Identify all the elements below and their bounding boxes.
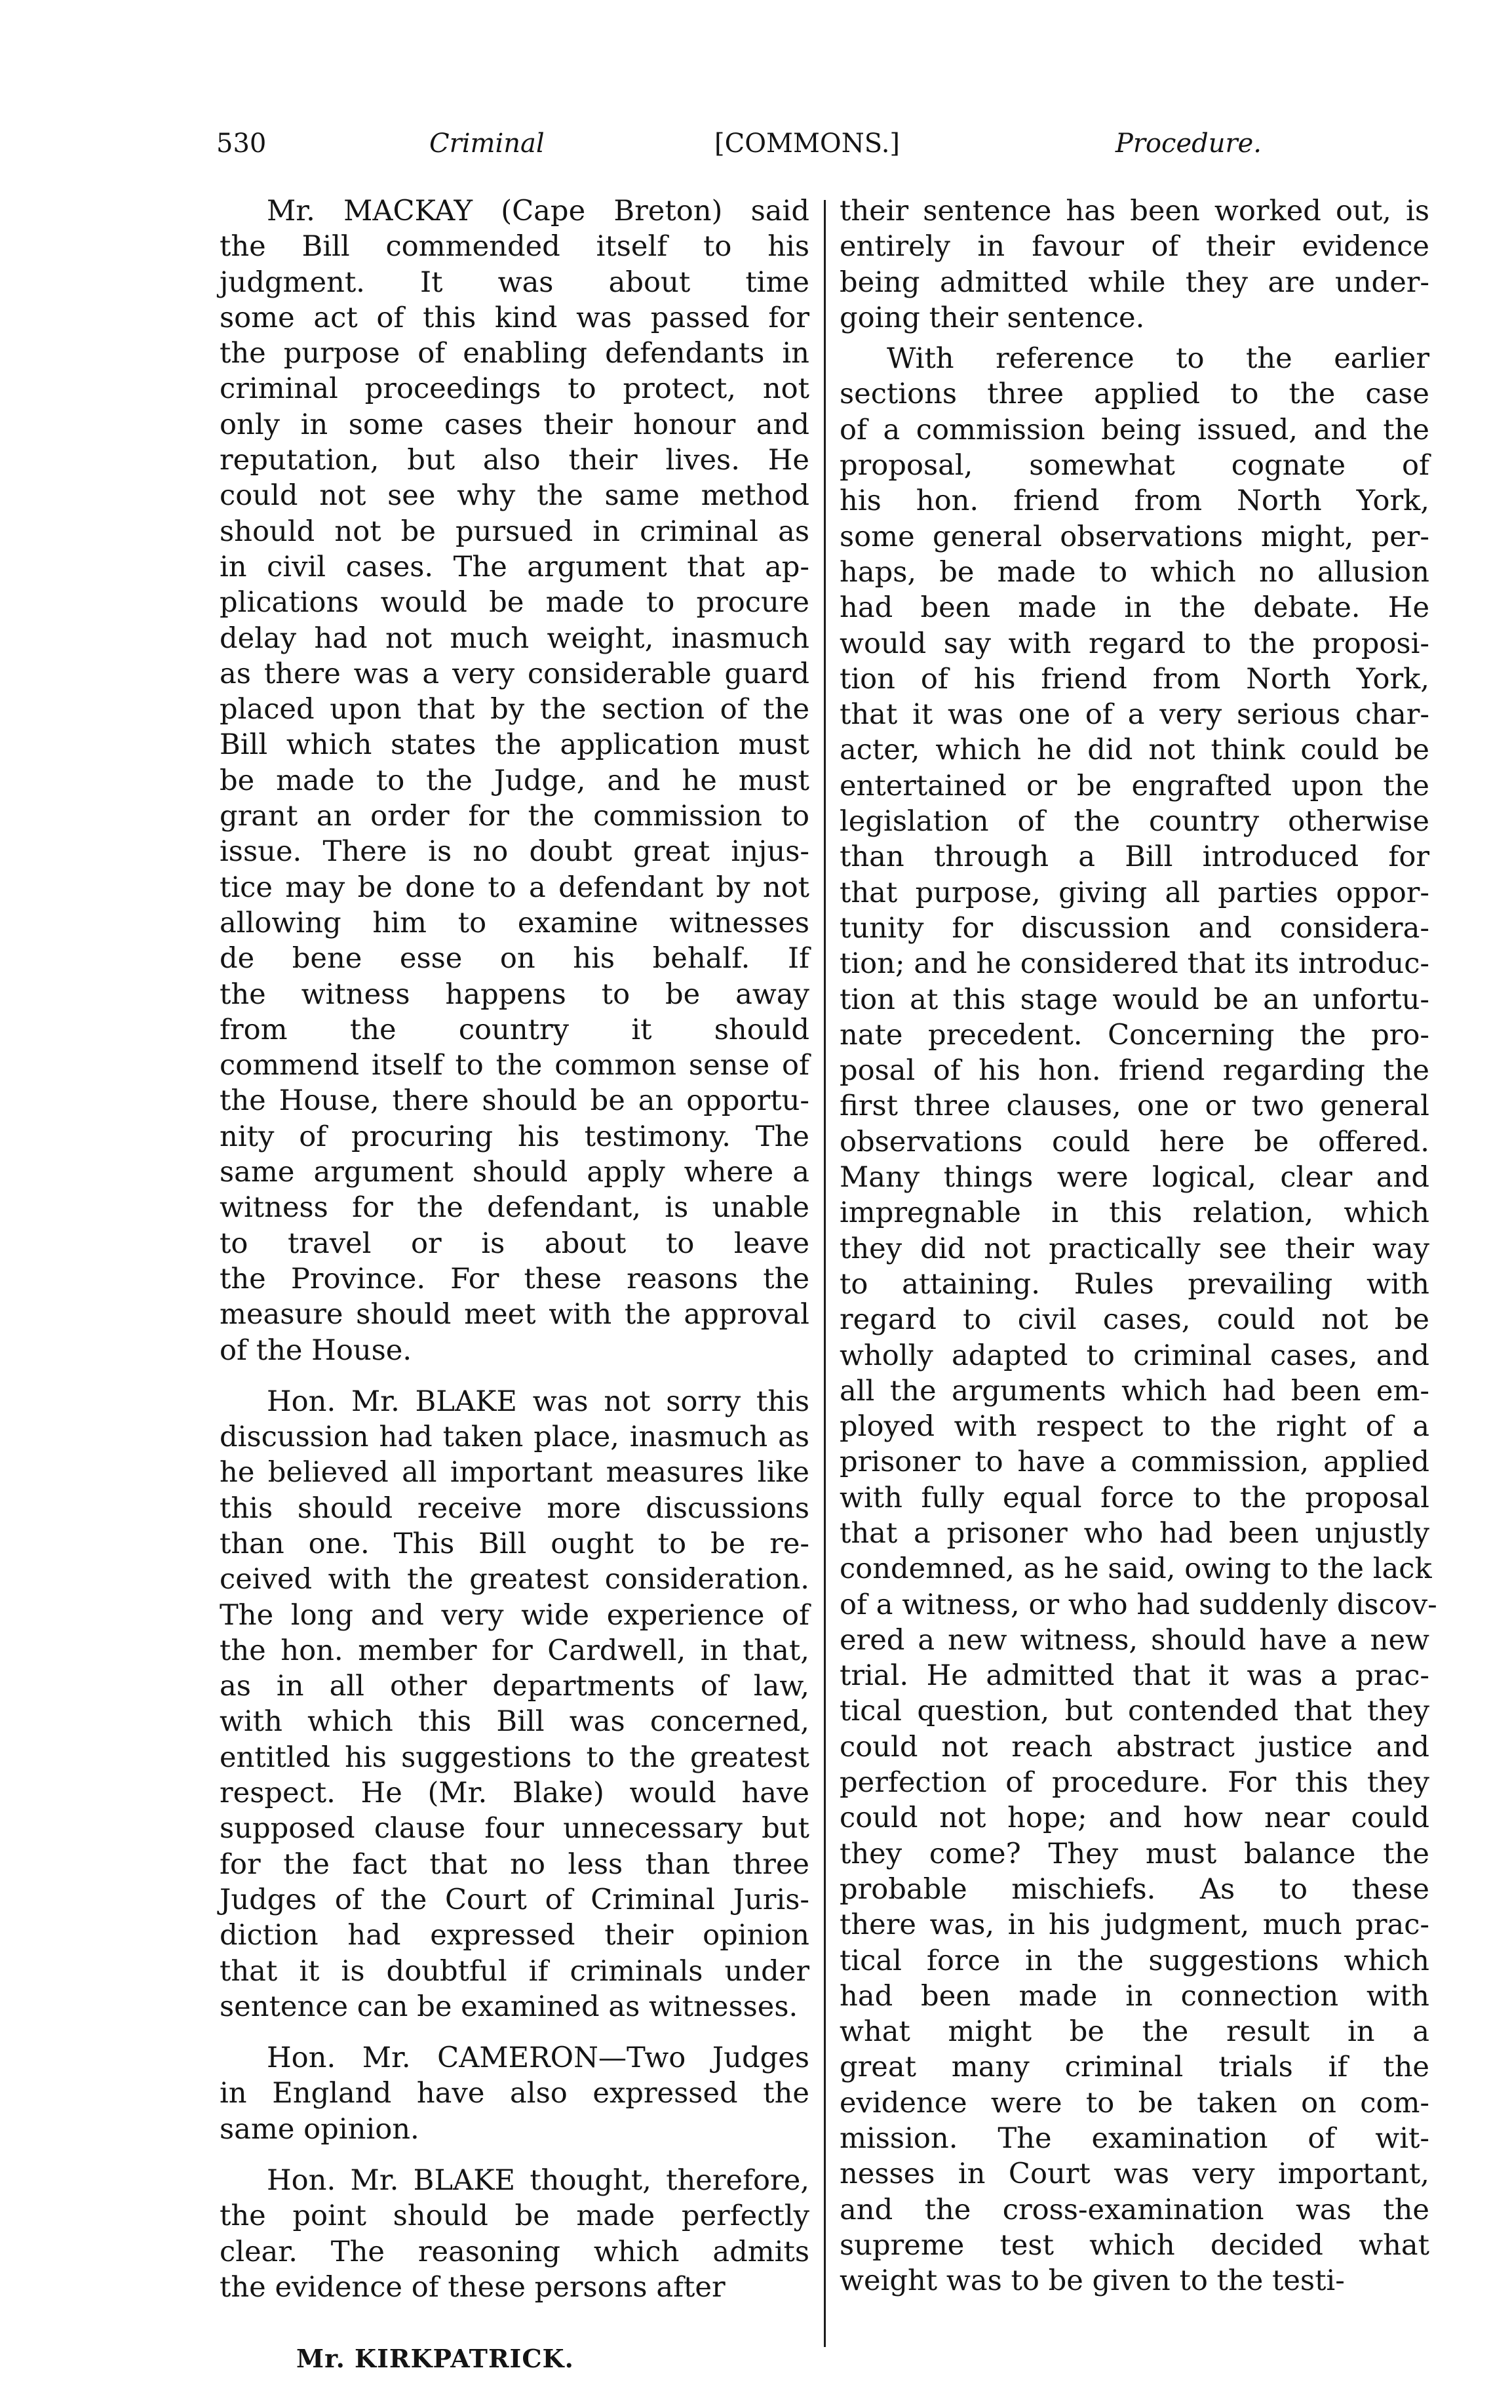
- text-line: this should receive more discussions: [220, 1491, 809, 1525]
- text-line: wholly adapted to criminal cases, and: [840, 1339, 1429, 1372]
- text-line: regard to civil cases, could not be: [840, 1303, 1429, 1337]
- right-column: [840, 193, 1437, 2299]
- text-line: the Province. For these reasons the: [220, 1262, 809, 1295]
- page-number: 530: [216, 128, 267, 159]
- text-line: that purpose, giving all parties oppor-: [840, 876, 1429, 909]
- header-center-title: [COMMONS.]: [714, 128, 901, 159]
- column-divider: [824, 200, 826, 2347]
- text-line: reputation, but also their lives. He: [220, 444, 809, 477]
- running-header: [216, 128, 1262, 174]
- text-line: of the House.: [220, 1333, 412, 1367]
- text-line: With reference to the earlier: [887, 342, 1429, 376]
- text-line: they come? They must balance the: [840, 1837, 1429, 1870]
- text-line: to attaining. Rules prevailing with: [840, 1267, 1429, 1301]
- text-line: Mr. MACKAY (Cape Breton) said: [267, 195, 809, 227]
- text-line: his hon. friend from North York,: [840, 484, 1429, 518]
- header-left-title: Criminal: [429, 128, 545, 159]
- text-line: sentence can be examined as witnesses.: [220, 1990, 798, 2023]
- text-line: ceived with the greatest consideration.: [220, 1563, 809, 1596]
- text-line: could not see why the same method: [220, 479, 809, 513]
- paragraph: [220, 1384, 809, 2024]
- header-right-title: Procedure.: [1115, 128, 1262, 159]
- text-line: prisoner to have a commission, applied: [840, 1446, 1429, 1479]
- text-line: that it was one of a very serious char-: [840, 698, 1429, 732]
- text-line: as there was a very considerable guard: [220, 657, 809, 690]
- text-line: respect. He (Mr. Blake) would have: [220, 1777, 809, 1810]
- text-line: there was, in his judgment, much prac-: [840, 1908, 1429, 1942]
- text-line: probable mischiefs. As to these: [840, 1872, 1429, 1906]
- text-line: going their sentence.: [840, 301, 1145, 334]
- text-line: than one. This Bill ought to be re-: [220, 1527, 809, 1560]
- text-line: proposal, somewhat cognate of: [840, 449, 1429, 483]
- text-line: ered a new witness, should have a new: [840, 1623, 1429, 1657]
- text-line: sections three applied to the case: [840, 378, 1429, 411]
- text-line: grant an order for the commission to: [220, 800, 809, 833]
- text-line: acter, which he did not think could be: [840, 734, 1429, 767]
- text-line: supposed clause four unnecessary but: [220, 1812, 809, 1845]
- text-line: perfection of procedure. For this they: [840, 1766, 1429, 1800]
- text-line: criminal proceedings to protect, not: [220, 372, 809, 406]
- paragraph: [840, 193, 1429, 336]
- text-line: entirely in favour of their evidence: [840, 230, 1429, 264]
- text-line: of a commission being issued, and the: [840, 413, 1429, 446]
- text-line: Hon. Mr. CAMERON—Two Judges: [267, 2042, 809, 2075]
- text-line: nesses in Court was very important,: [840, 2158, 1429, 2191]
- text-line: issue. There is no doubt great injus-: [220, 835, 809, 869]
- text-line: trial. He admitted that it was a prac-: [840, 1659, 1429, 1693]
- text-line: tunity for discussion and considera-: [840, 911, 1429, 945]
- text-line: weight was to be given to the testi-: [840, 2264, 1345, 2298]
- text-line: Hon. Mr. BLAKE thought, therefore,: [267, 2164, 809, 2198]
- text-line: the evidence of these persons after: [220, 2270, 726, 2304]
- text-line: could not reach abstract justice and: [840, 1730, 1429, 1764]
- text-line: had been made in the debate. He: [840, 591, 1429, 625]
- text-line: posal of his hon. friend regarding the: [840, 1054, 1429, 1088]
- text-line: had been made in connection with: [840, 1979, 1429, 2013]
- text-line: commend itself to the common sense of: [220, 1049, 809, 1082]
- text-line: supreme test which decided what: [840, 2228, 1429, 2262]
- text-line: legislation of the country otherwise: [840, 805, 1429, 839]
- text-line: the witness happens to be away: [220, 977, 809, 1011]
- text-line: Many things were logical, clear and: [840, 1161, 1429, 1194]
- text-line: all the arguments which had been em-: [840, 1374, 1429, 1408]
- text-line: could not hope; and how near could: [840, 1802, 1429, 1835]
- text-line: for the fact that no less than three: [220, 1847, 809, 1881]
- text-line: and the cross-examination was the: [840, 2193, 1429, 2226]
- text-line: condemned, as he said, owing to the lack: [840, 1552, 1432, 1586]
- text-line: being admitted while they are under-: [840, 266, 1429, 299]
- text-line: same argument should apply where a: [220, 1156, 809, 1189]
- text-line: placed upon that by the section of the: [220, 693, 809, 726]
- text-line: haps, be made to which no allusion: [840, 555, 1429, 589]
- text-line: evidence were to be taken on com-: [840, 2086, 1429, 2120]
- text-line: than through a Bill introduced for: [840, 840, 1429, 874]
- text-line: tion at this stage would be an unfortu-: [840, 983, 1429, 1016]
- text-line: witness for the defendant, is unable: [220, 1191, 809, 1225]
- text-line: great many criminal trials if the: [840, 2051, 1429, 2084]
- text-line: impregnable in this relation, which: [840, 1196, 1429, 1230]
- text-line: The long and very wide experience of: [220, 1598, 809, 1632]
- text-line: he believed all important measures like: [220, 1456, 809, 1490]
- text-line: allowing him to examine witnesses: [220, 906, 809, 939]
- text-line: the hon. member for Cardwell, in that,: [220, 1634, 809, 1667]
- text-line: tical question, but contended that they: [840, 1695, 1429, 1728]
- text-line: that it is doubtful if criminals under: [220, 1954, 809, 1988]
- text-line: tical force in the suggestions which: [840, 1944, 1429, 1977]
- paragraph: [840, 341, 1437, 2299]
- text-line: nate precedent. Concerning the pro-: [840, 1018, 1429, 1052]
- text-line: be made to the Judge, and he must: [220, 764, 809, 797]
- text-line: delay had not much weight, inasmuch: [220, 622, 809, 655]
- text-line: in England have also expressed the: [220, 2077, 809, 2110]
- text-line: what might be the result in a: [840, 2015, 1429, 2049]
- text-line: as in all other departments of law,: [220, 1670, 809, 1703]
- text-line: entertained or be engrafted upon the: [840, 769, 1429, 802]
- text-line: would say with regard to the proposi-: [840, 627, 1429, 660]
- text-line: first three clauses, one or two general: [840, 1090, 1429, 1123]
- text-line: of a witness, or who had suddenly discov-: [840, 1588, 1437, 1621]
- text-line: Hon. Mr. BLAKE was not sorry this: [267, 1385, 809, 1418]
- text-line: ployed with respect to the right of a: [840, 1410, 1429, 1444]
- text-line: same opinion.: [220, 2112, 419, 2146]
- paragraph: [220, 2040, 809, 2147]
- text-line: the Bill commended itself to his: [220, 230, 809, 264]
- footer-catchword: Mr. KIRKPATRICK.: [296, 2344, 574, 2373]
- text-line: from the country it should: [220, 1013, 809, 1046]
- text-line: observations could here be offered.: [840, 1125, 1429, 1158]
- text-line: entitled his suggestions to the greatest: [220, 1741, 809, 1774]
- text-line: with which this Bill was concerned,: [220, 1705, 809, 1739]
- text-line: plications would be made to procure: [220, 586, 809, 620]
- text-line: diction had expressed their opinion: [220, 1919, 809, 1952]
- text-line: tice may be done to a defendant by not: [220, 871, 809, 904]
- paragraph: [220, 193, 809, 1368]
- text-line: should not be pursued in criminal as: [220, 515, 809, 548]
- left-column: [220, 193, 809, 2305]
- text-line: the point should be made perfectly: [220, 2200, 809, 2233]
- text-line: the House, there should be an opportu-: [220, 1084, 809, 1118]
- text-line: clear. The reasoning which admits: [220, 2235, 809, 2268]
- text-line: tion; and he considered that its introduc-: [840, 947, 1429, 981]
- text-line: de bene esse on his behalf. If: [220, 942, 809, 976]
- text-line: to travel or is about to leave: [220, 1227, 809, 1260]
- text-line: nity of procuring his testimony. The: [220, 1120, 809, 1153]
- text-line: some general observations might, per-: [840, 520, 1429, 553]
- text-line: Judges of the Court of Criminal Juris-: [220, 1883, 809, 1916]
- text-line: that a prisoner who had been unjustly: [840, 1516, 1429, 1550]
- text-line: the purpose of enabling defendants in: [220, 337, 809, 370]
- text-line: their sentence has been worked out, is: [840, 195, 1429, 227]
- text-line: tion of his friend from North York,: [840, 662, 1429, 696]
- paragraph: [220, 2163, 809, 2305]
- text-line: only in some cases their honour and: [220, 408, 809, 441]
- text-line: they did not practically see their way: [840, 1232, 1429, 1265]
- text-line: measure should meet with the approval: [220, 1298, 809, 1332]
- text-line: discussion had taken place, inasmuch as: [220, 1421, 809, 1454]
- text-line: mission. The examination of wit-: [840, 2122, 1429, 2156]
- text-line: some act of this kind was passed for: [220, 301, 809, 334]
- text-line: with fully equal force to the proposal: [840, 1481, 1429, 1514]
- text-line: in civil cases. The argument that ap-: [220, 550, 809, 583]
- text-line: judgment. It was about time: [220, 266, 809, 299]
- text-line: Bill which states the application must: [220, 728, 809, 762]
